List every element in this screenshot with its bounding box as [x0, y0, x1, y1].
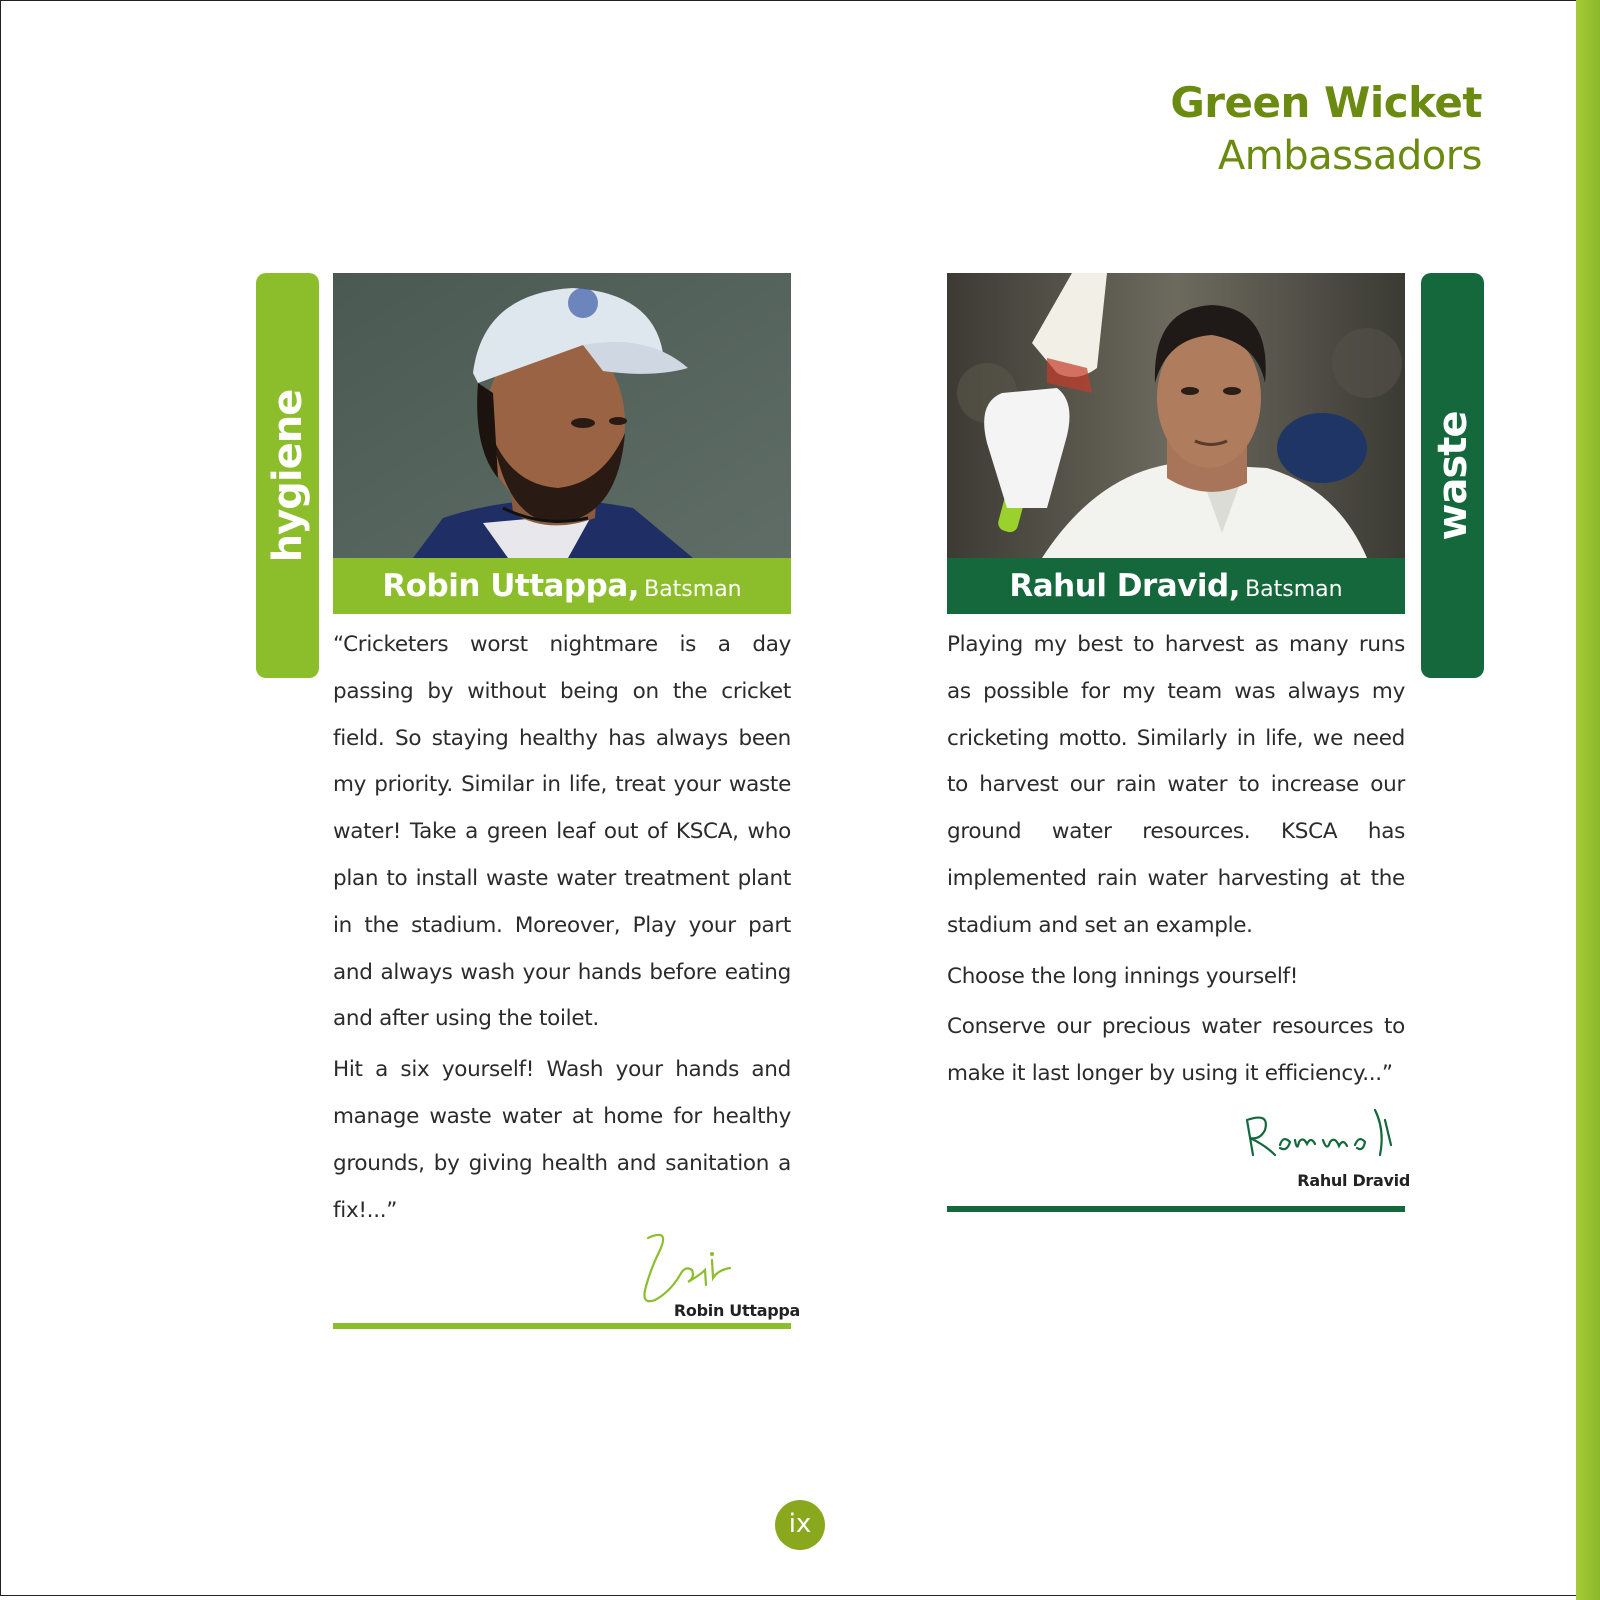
robin-uttappa-signature — [640, 1230, 800, 1320]
player-role: Batsman — [1245, 577, 1343, 602]
robin-uttappa-name-bar — [333, 558, 791, 614]
handwritten-signature-icon — [1235, 1100, 1410, 1170]
handwritten-signature-icon — [640, 1230, 750, 1310]
quote-paragraph: Choose the long innings yourself! — [947, 963, 1299, 989]
right-edge-accent-bar — [1576, 0, 1600, 1600]
waste-tab-label: waste — [1429, 410, 1476, 541]
quote-paragraph: Playing my best to harvest as many runs as possible for my team was always my cricketing motto. Similarly in life, we need to harvest our rain water to increase our ground water resources. KSCA has implemented rain water harvesting at the stadium and set an example. — [947, 632, 1405, 938]
quote-paragraph: Conserve our precious water resources to make it last longer by using it efficiency...” — [947, 1014, 1405, 1087]
robin-uttappa-photo — [333, 273, 791, 558]
heading-title: Green Wicket — [1170, 78, 1482, 127]
player-name: Robin Uttappa, — [382, 568, 640, 604]
heading-subtitle: Ambassadors — [1217, 133, 1482, 179]
quote-paragraph: Hit a six yourself! Wash your hands and manage waste water at home for healthy grounds, by giving health and sanitation a fix!...” — [333, 1057, 791, 1223]
page-number: ix — [775, 1500, 825, 1550]
signature-name: Rahul Dravid — [1297, 1171, 1410, 1190]
page-heading — [1170, 78, 1482, 184]
player-name: Rahul Dravid, — [1009, 568, 1240, 604]
rahul-dravid-name-bar — [947, 558, 1405, 614]
hygiene-tab-label: hygiene — [264, 389, 311, 562]
rahul-dravid-signature — [1235, 1100, 1410, 1190]
player-role: Batsman — [644, 577, 742, 602]
left-card-divider — [333, 1323, 791, 1329]
right-card-divider — [947, 1206, 1405, 1212]
signature-name: Robin Uttappa — [673, 1301, 800, 1320]
quote-paragraph: “Cricketers worst nightmare is a day passing by without being on the cricket field. So staying healthy has always been my priority. Similar in life, treat your waste water! Take a green leaf out of KSCA, who plan to install waste water treatment plant in the stadium. Moreover, Play your part and always wash your hands before eating and after using the toilet. — [333, 632, 791, 1032]
rahul-dravid-photo — [947, 273, 1405, 558]
hygiene-tab — [256, 273, 319, 678]
waste-tab — [1421, 273, 1484, 678]
robin-uttappa-quote — [333, 622, 791, 1238]
rahul-dravid-quote — [947, 622, 1405, 1102]
